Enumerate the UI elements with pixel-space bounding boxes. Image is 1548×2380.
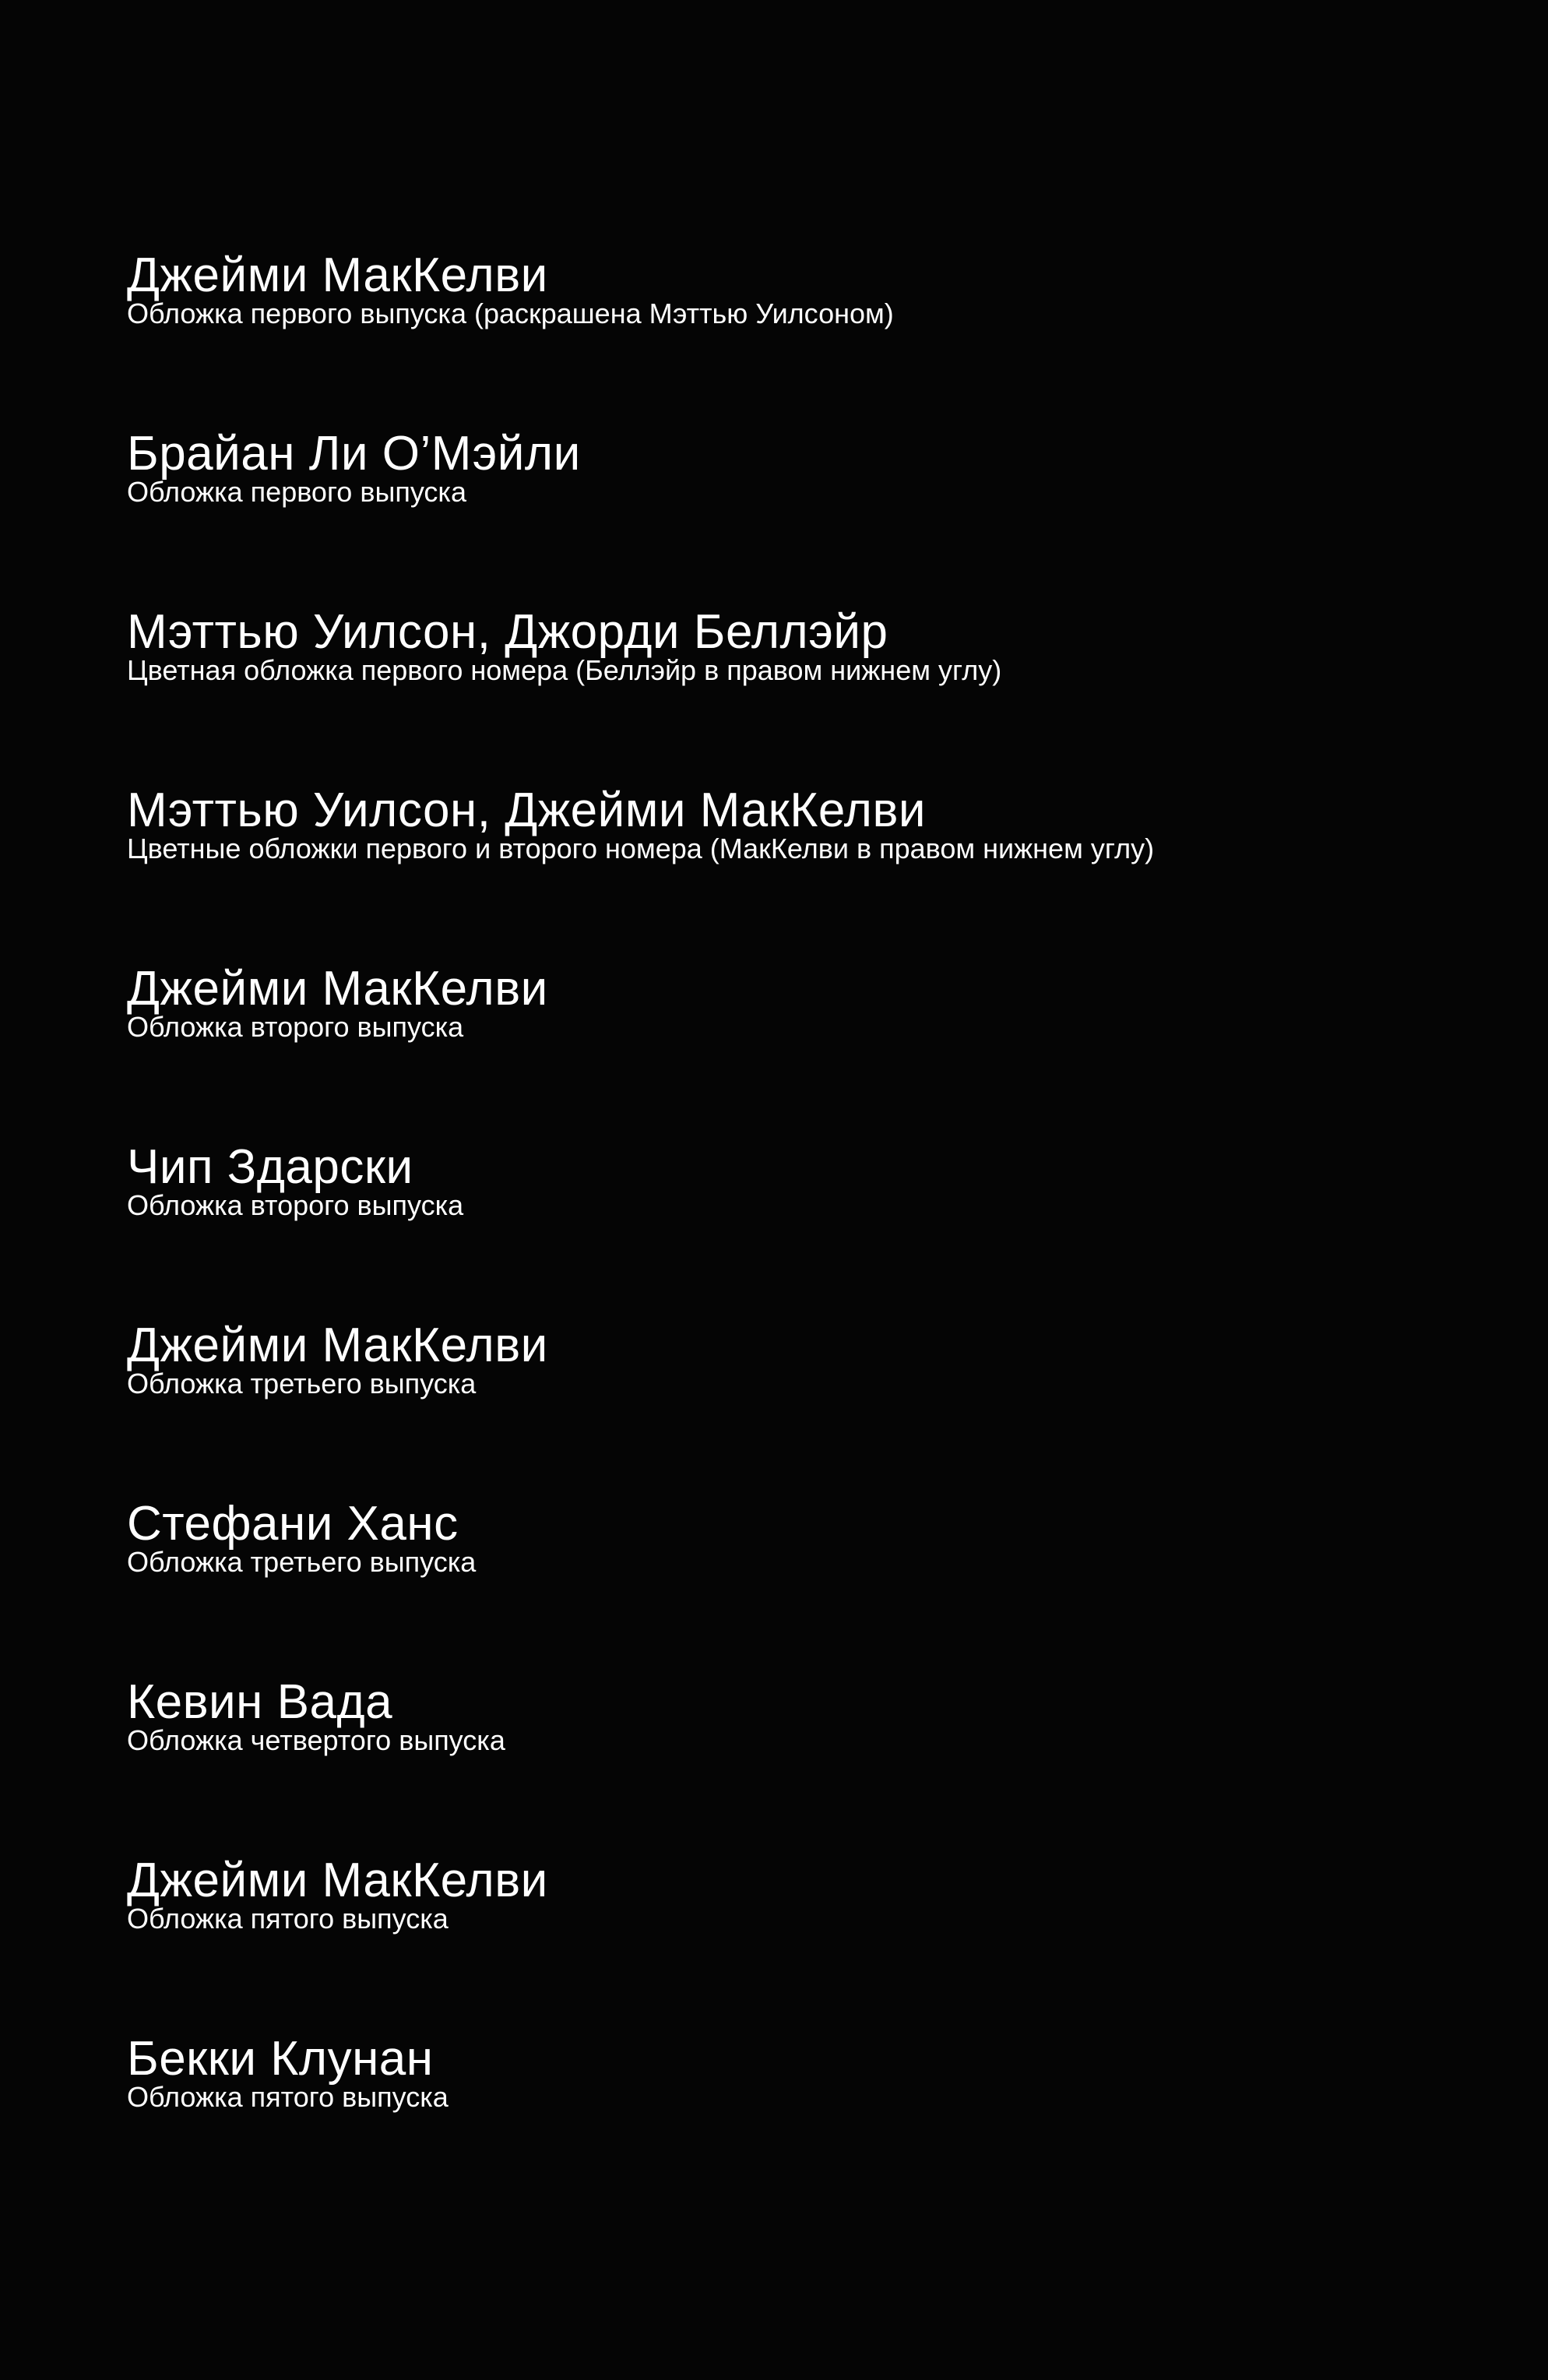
- artist-name: Джейми МакКелви: [127, 962, 548, 1016]
- cover-description: Обложка первого выпуска (раскрашена Мэттью Уилсоном): [127, 298, 894, 329]
- credit-item: [127, 961, 1497, 1139]
- cover-description: Цветные обложки первого и второго номера (МакКелви в правом нижнем углу): [127, 833, 1155, 864]
- credit-item: [127, 604, 1497, 783]
- credit-item: [127, 783, 1497, 961]
- credit-item: [127, 1496, 1497, 1674]
- cover-description: Обложка второго выпуска: [127, 1011, 464, 1043]
- cover-description: Обложка третьего выпуска: [127, 1368, 477, 1399]
- artist-name: Стефани Ханс: [127, 1497, 459, 1551]
- artist-name: Джейми МакКелви: [127, 1854, 548, 1907]
- credit-item: [127, 2031, 1497, 2209]
- artist-name: Мэттью Уилсон, Джейми МакКелви: [127, 783, 927, 837]
- credit-item: [127, 1139, 1497, 1318]
- artist-name: Джейми МакКелви: [127, 1319, 548, 1372]
- artist-name: Мэттью Уилсон, Джорди Беллэйр: [127, 605, 888, 659]
- cover-description: Обложка четвертого выпуска: [127, 1724, 505, 1756]
- cover-description: Цветная обложка первого номера (Беллэйр в правом нижнем углу): [127, 654, 1002, 686]
- cover-description: Обложка третьего выпуска: [127, 1546, 477, 1578]
- artist-name: Джейми МакКелви: [127, 248, 548, 302]
- cover-credits-list: [127, 248, 1497, 2209]
- cover-description: Обложка первого выпуска: [127, 476, 466, 508]
- cover-description: Обложка пятого выпуска: [127, 2081, 449, 2113]
- artist-name: Чип Здарски: [127, 1140, 413, 1194]
- artist-name: Брайан Ли О’Мэйли: [127, 427, 581, 481]
- credit-item: [127, 426, 1497, 604]
- credit-item: [127, 1318, 1497, 1496]
- cover-description: Обложка пятого выпуска: [127, 1903, 449, 1935]
- credit-item: [127, 248, 1497, 426]
- artist-name: Кевин Вада: [127, 1675, 393, 1729]
- credit-item: [127, 1674, 1497, 1853]
- artist-name: Бекки Клунан: [127, 2032, 434, 2086]
- credit-item: [127, 1853, 1497, 2031]
- cover-description: Обложка второго выпуска: [127, 1189, 464, 1221]
